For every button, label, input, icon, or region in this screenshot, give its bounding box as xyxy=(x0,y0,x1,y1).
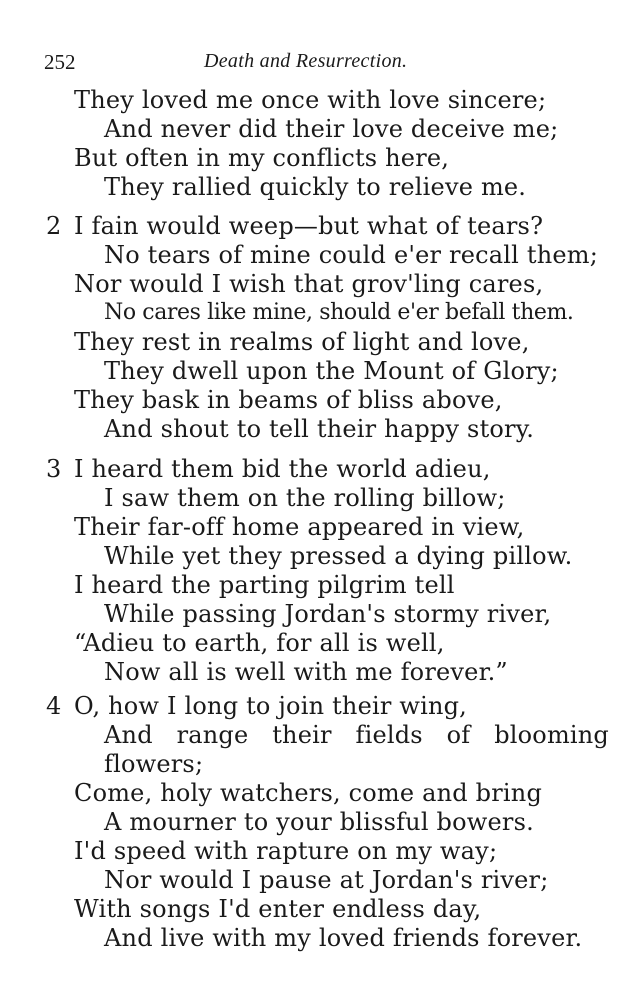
running-title: Death and Resurrection. xyxy=(204,50,408,72)
verse-line: And live with my loved friends forever. xyxy=(104,924,583,952)
page-header xyxy=(40,50,600,76)
verse-line: And shout to tell their happy story. xyxy=(104,415,535,443)
verse-line: I saw them on the rolling billow; xyxy=(104,484,506,512)
verse-line: flowers; xyxy=(104,750,204,778)
verse-line: They bask in beams of bliss above, xyxy=(74,386,503,414)
verse-line: I fain would weep—but what of tears? xyxy=(74,212,544,240)
stanza-number: 4 xyxy=(46,692,62,720)
verse-line: And never did their love deceive me; xyxy=(104,115,559,143)
verse-line: Nor would I pause at Jordan's river; xyxy=(104,866,549,894)
verse-line: “Adieu to earth, for all is well, xyxy=(74,629,445,657)
verse-line: With songs I'd enter endless day, xyxy=(74,895,482,923)
verse-line: I heard the parting pilgrim tell xyxy=(74,571,455,599)
verse-line: While passing Jordan's stormy river, xyxy=(104,600,552,628)
page-number: 252 xyxy=(44,50,76,74)
verse-line: While yet they pressed a dying pillow. xyxy=(104,542,573,570)
verse-line: A mourner to your blissful bowers. xyxy=(104,808,534,836)
verse-line: Now all is well with me forever.” xyxy=(104,658,508,686)
verse-line: They rallied quickly to relieve me. xyxy=(104,173,527,201)
verse-line: But often in my conflicts here, xyxy=(74,144,450,172)
verse-line: They rest in realms of light and love, xyxy=(74,328,530,356)
verse-line: O, how I long to join their wing, xyxy=(74,692,468,720)
verse-line: No cares like mine, should e'er befall them. xyxy=(104,300,574,325)
stanza-number: 3 xyxy=(46,455,62,483)
verse-line: Their far-off home appeared in view, xyxy=(74,513,525,541)
verse-line: I heard them bid the world adieu, xyxy=(74,455,491,483)
verse-line: I'd speed with rapture on my way; xyxy=(74,837,498,865)
verse-line: They loved me once with love sincere; xyxy=(74,86,547,114)
verse-line: Come, holy watchers, come and bring xyxy=(74,779,543,807)
verse-line: They dwell upon the Mount of Glory; xyxy=(104,357,559,385)
verse-line: No tears of mine could e'er recall them; xyxy=(104,241,599,269)
verse-line: And range their fields of blooming xyxy=(104,721,609,749)
verse-line: Nor would I wish that grov'ling cares, xyxy=(74,270,544,298)
stanza-number: 2 xyxy=(46,212,62,240)
